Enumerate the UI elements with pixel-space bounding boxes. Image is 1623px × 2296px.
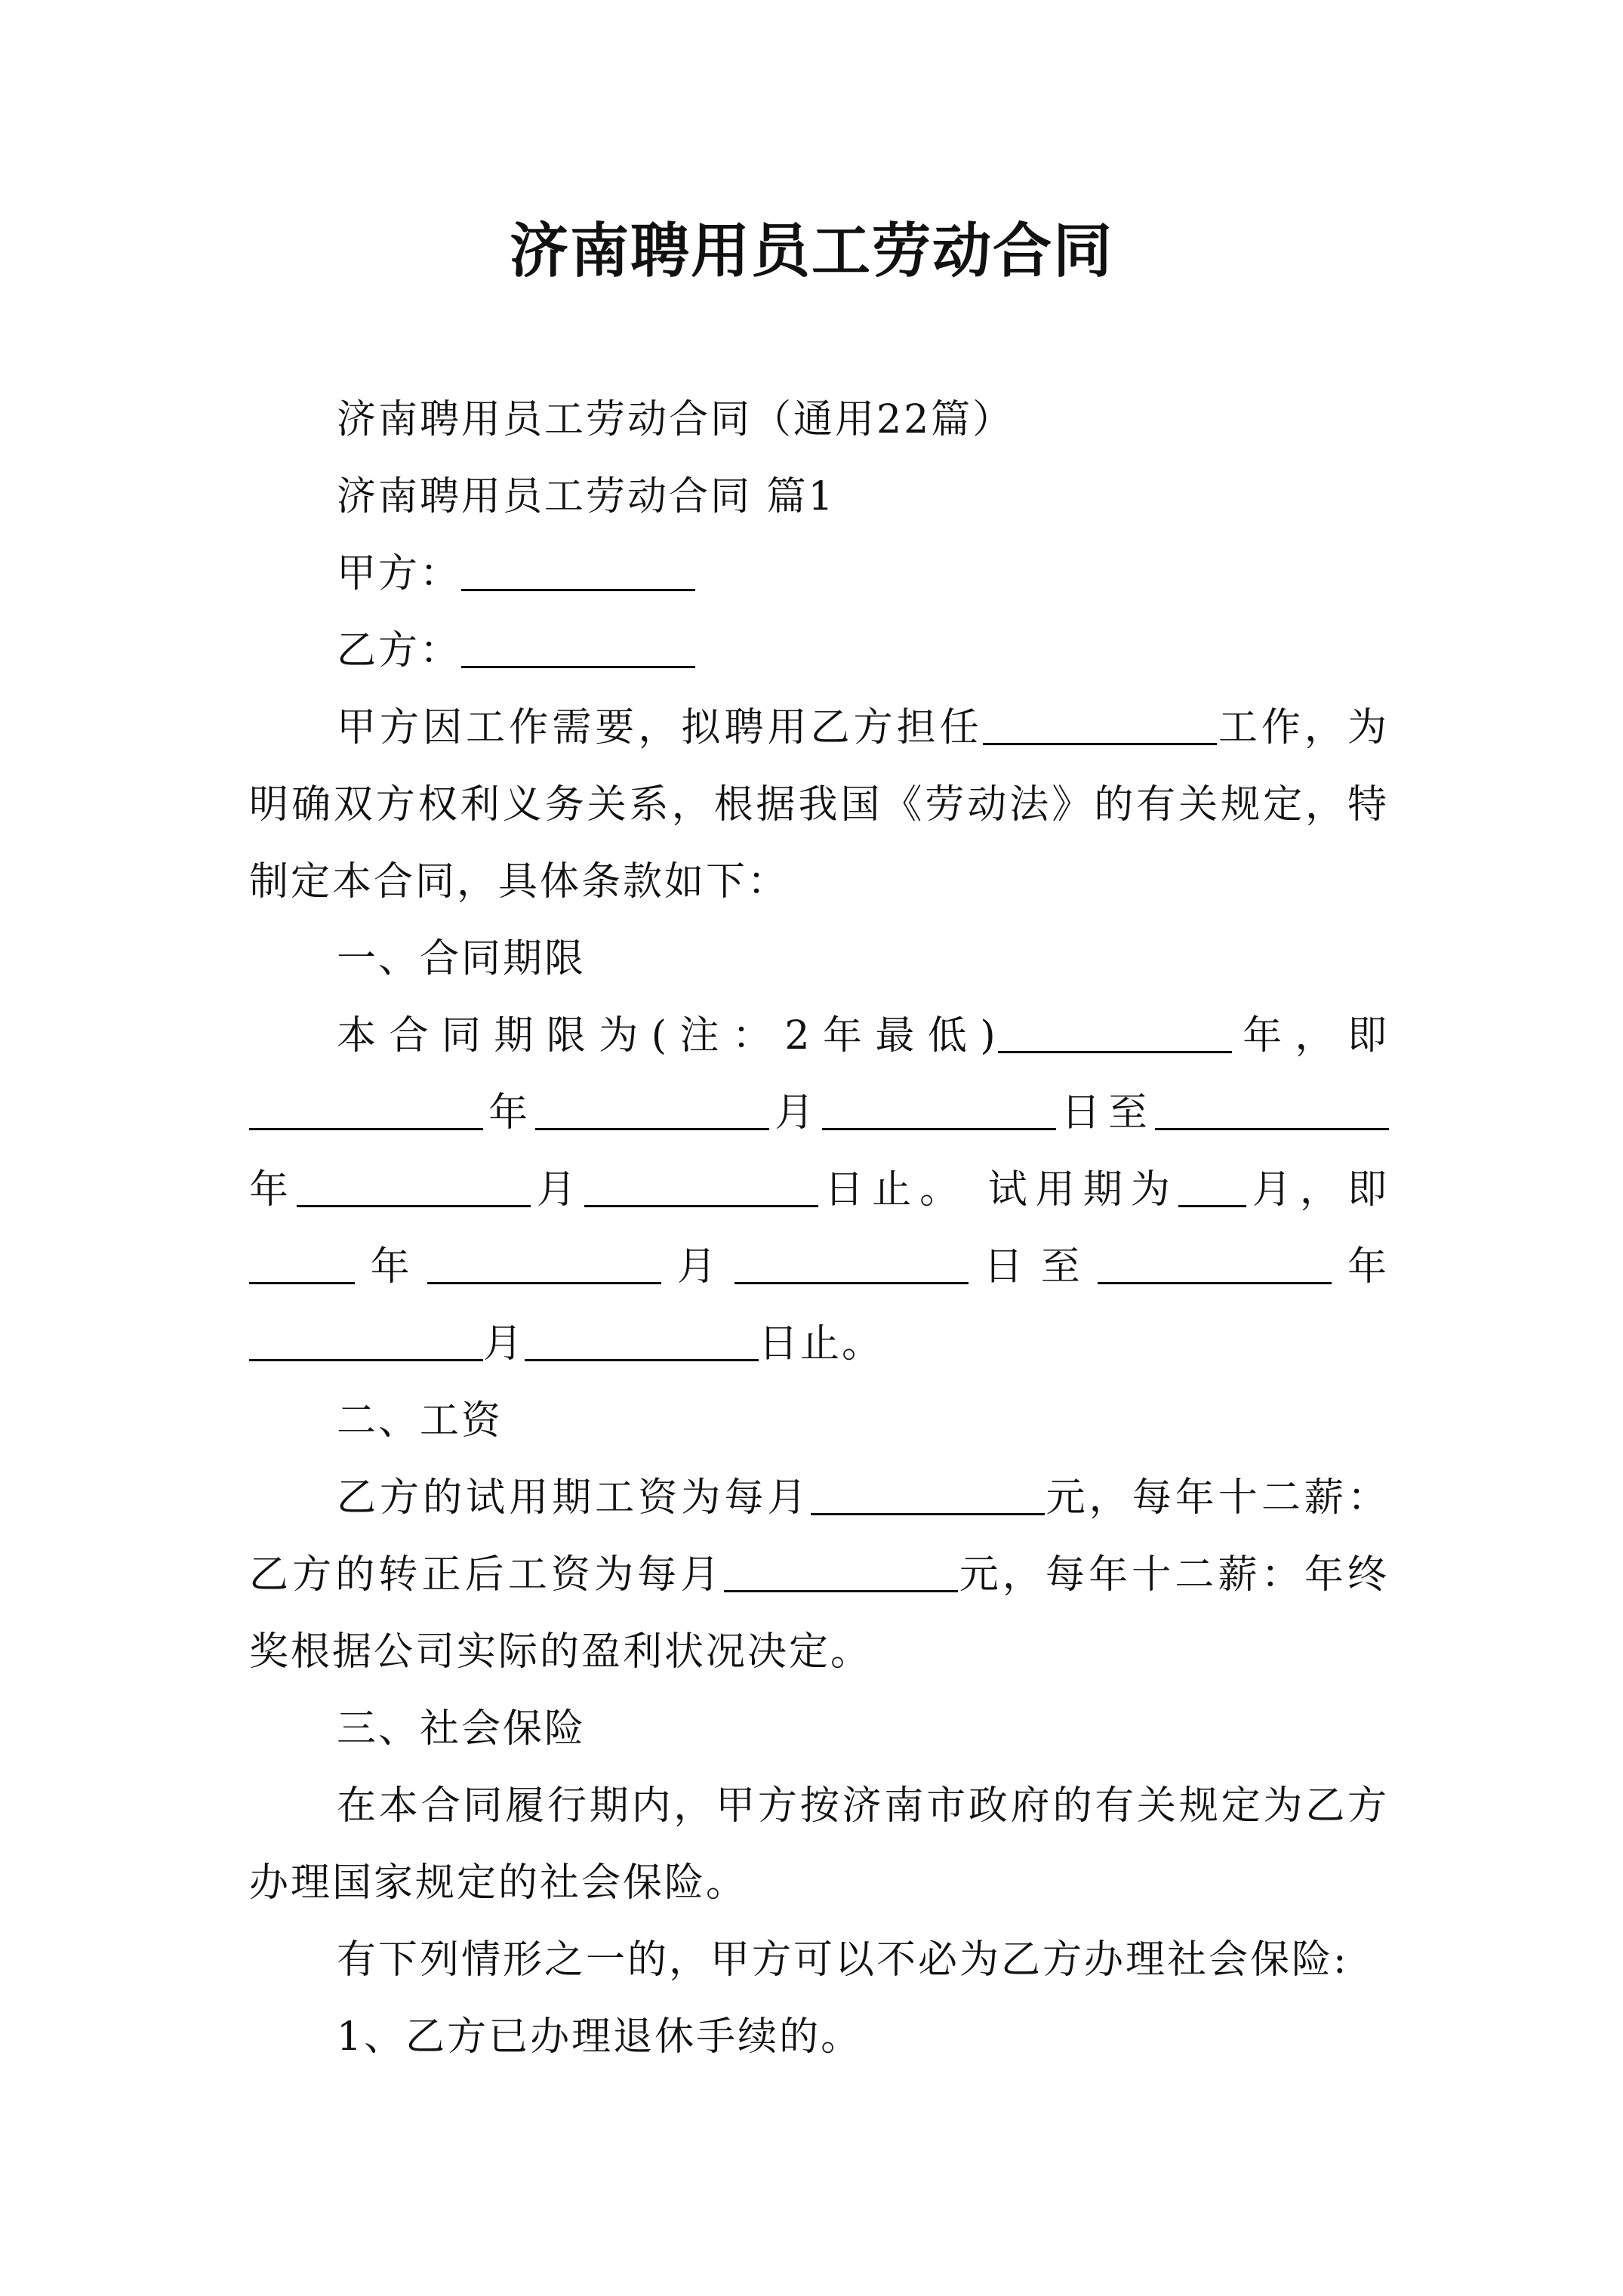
term-paragraph [249, 997, 1389, 1382]
party-a-blank [461, 550, 695, 591]
term-month-2: 月 [531, 1167, 585, 1213]
trial-year-2: 年 [1332, 1244, 1389, 1290]
party-b-line [249, 612, 1389, 689]
section-1-title: 一、合同期限 [337, 936, 587, 982]
insurance-item-1: 1、乙方已办理退休手续的。 [337, 2014, 863, 2060]
subtitle: 济南聘用员工劳动合同（通用22篇） [337, 397, 1015, 442]
term-text-1: 本合同期限为(注：2年最低) [337, 1013, 998, 1059]
intro-text-2: 工作，为明确双方权利义务关系，根据我国《劳动法》的有关规定，特制定本合同，具体条款如下： [249, 705, 1389, 905]
party-a-line [249, 535, 1389, 612]
term-text-2: 年，即 [1231, 1013, 1389, 1059]
wage-text-3: 元，每年十二薪：年终奖根据公司实际的盈利状况决定。 [249, 1552, 1389, 1675]
end-day-blank [584, 1166, 818, 1207]
wage-text-1: 乙方的试用期工资为每月 [337, 1475, 811, 1521]
trial-day-end: 日止。 [759, 1321, 884, 1367]
trial-end-year-blank [1098, 1243, 1332, 1284]
trial-wage-blank [811, 1474, 1045, 1515]
term-day-to: 日至 [1055, 1090, 1155, 1136]
trial-months-blank [1178, 1166, 1246, 1207]
wage-text-2: 元，每年十二薪：乙方的转正后工资为每月 [249, 1475, 1389, 1598]
term-month-1: 月 [769, 1090, 822, 1136]
end-month-blank [297, 1166, 531, 1207]
trial-start-year-blank [249, 1243, 355, 1284]
document-title: 济南聘用员工劳动合同 [509, 217, 1113, 285]
regular-wage-blank [724, 1551, 958, 1592]
intro-paragraph [249, 689, 1389, 920]
trial-day-to: 日至 [968, 1244, 1098, 1290]
trial-month-1: 月 [661, 1244, 735, 1290]
trial-month: 月，即 [1246, 1167, 1389, 1213]
trial-start-month-blank [427, 1243, 661, 1284]
wage-paragraph [249, 1459, 1389, 1690]
trial-label: 试用期为 [987, 1167, 1178, 1213]
section-label: 济南聘用员工劳动合同 篇1 [337, 474, 836, 519]
section-3-title: 三、社会保险 [337, 1706, 587, 1752]
term-year-2: 年 [249, 1167, 297, 1213]
trial-month-2: 月 [483, 1321, 525, 1367]
trial-end-day-blank [525, 1320, 759, 1361]
trial-year-1: 年 [355, 1244, 428, 1290]
insurance-paragraph-1: 在本合同履行期内，甲方按济南市政府的有关规定为乙方办理国家规定的社会保险。 [249, 1783, 1389, 1906]
end-year-blank [1155, 1089, 1389, 1130]
party-b-blank [461, 627, 695, 668]
start-day-blank [822, 1089, 1056, 1130]
section-2-title: 二、工资 [337, 1398, 504, 1444]
term-years-blank [998, 1012, 1232, 1053]
trial-end-month-blank [249, 1320, 483, 1361]
term-day-end: 日止。 [818, 1167, 968, 1213]
start-year-blank [249, 1089, 483, 1130]
start-month-blank [535, 1089, 769, 1130]
trial-start-day-blank [735, 1243, 969, 1284]
insurance-paragraph-2: 有下列情形之一的，甲方可以不必为乙方办理社会保险: [337, 1937, 1349, 1983]
party-a-label: 甲方： [337, 551, 462, 596]
term-year-1: 年 [483, 1090, 536, 1136]
intro-text-1: 甲方因工作需要，拟聘用乙方担任 [337, 705, 983, 750]
party-b-label: 乙方： [337, 628, 462, 673]
document-body [249, 381, 1389, 2076]
position-blank [983, 704, 1217, 745]
